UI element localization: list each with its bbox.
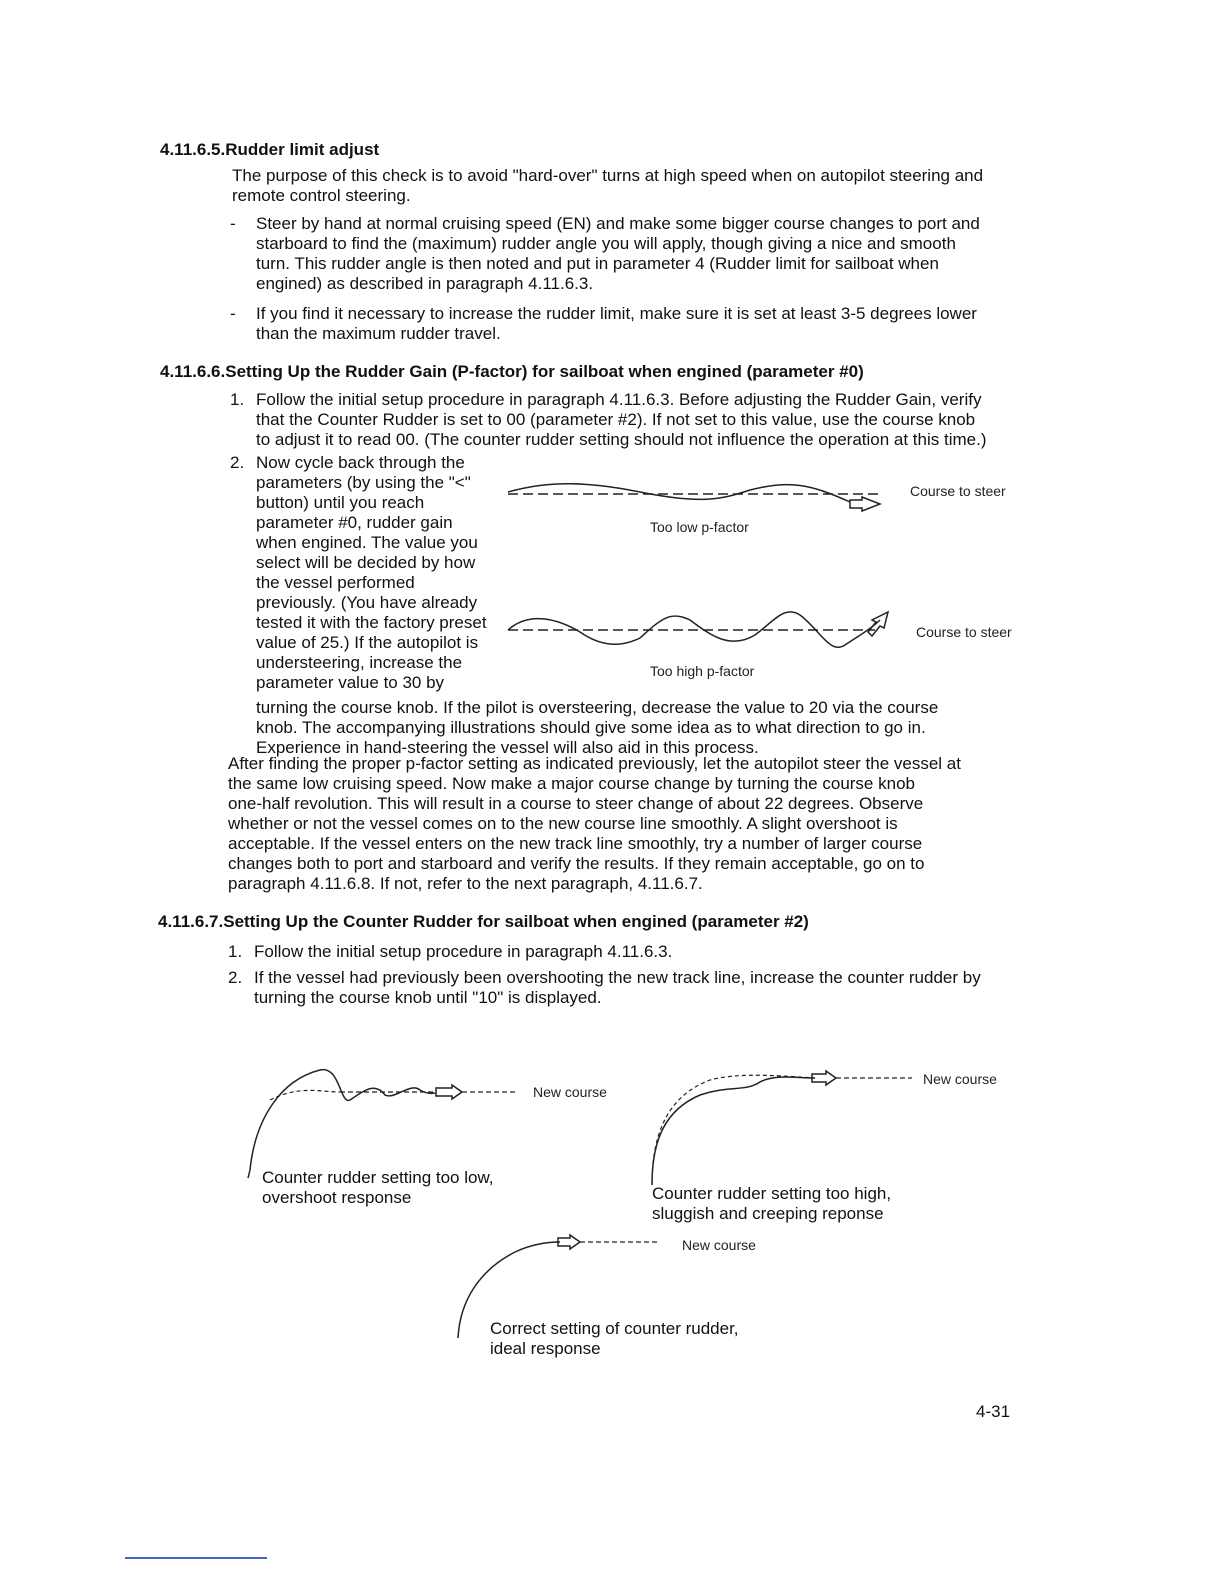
text-line: paragraph 4.11.6.8. If not, refer to the next paragraph, 4.11.6.7. (228, 874, 703, 893)
vessel-arrow-icon (436, 1085, 462, 1099)
text-line: when engined. The value you (256, 533, 478, 552)
section-heading-rudder-limit: 4.11.6.5.Rudder limit adjust (160, 140, 380, 159)
text-line: remote control steering. (232, 186, 411, 205)
counter-rudder-too-high-figure (652, 1071, 997, 1223)
text-line: select will be decided by how (256, 553, 476, 572)
bullet-dash: - (230, 304, 236, 323)
course-to-steer-label: Course to steer (916, 624, 1012, 640)
vessel-arrow-icon (558, 1235, 580, 1249)
text-line: value of 25.) If the autopilot is (256, 633, 479, 652)
text-line: turning the course knob. If the pilot is oversteering, decrease the value to 20 via the course (256, 698, 939, 717)
text-line: that the Counter Rudder is set to 00 (parameter #2). If not set to this value, use the course knob (256, 410, 976, 429)
text-line: After finding the proper p-factor setting as indicated previously, let the autopilot steer the vessel at (228, 754, 961, 773)
text-line: understeering, increase the (256, 653, 463, 672)
too-high-caption-line2: sluggish and creeping reponse (652, 1204, 884, 1223)
text-line: engined) as described in paragraph 4.11.6.3. (256, 274, 594, 293)
vessel-track (250, 1070, 435, 1170)
text-line: the vessel performed (256, 573, 415, 592)
text-line: Experience in hand-steering the vessel will also aid in this process. (256, 738, 759, 757)
new-course-label: New course (923, 1071, 997, 1087)
text-line: turning the course knob until "10" is displayed. (254, 988, 602, 1007)
text-line: parameter value to 30 by (256, 673, 445, 692)
course-line (652, 1075, 815, 1185)
text-line: whether or not the vessel comes on to the new course line smoothly. A slight overshoot is (228, 814, 898, 833)
course-to-steer-label: Course to steer (910, 483, 1006, 499)
too-high-caption-line1: Counter rudder setting too high, (652, 1184, 892, 1203)
text-line: Now cycle back through the (256, 453, 465, 472)
text-line: one-half revolution. This will result in a course to steer change of about 22 degrees. Observe (228, 794, 924, 813)
vessel-arrow-icon (868, 612, 888, 636)
too-high-caption: Too high p-factor (650, 663, 755, 679)
vessel-track (652, 1077, 815, 1185)
narrow-column-text (256, 453, 496, 693)
text-line: parameter #0, rudder gain (256, 513, 453, 532)
counter-rudder-illustration (240, 1060, 1020, 1380)
new-course-label: New course (533, 1084, 607, 1100)
too-low-caption: Too low p-factor (650, 519, 749, 535)
counter-rudder-correct-figure (458, 1235, 756, 1358)
text-line: the same low cruising speed. Now make a major course change by turning the course knob (228, 774, 915, 793)
section-heading-counter-rudder: 4.11.6.7.Setting Up the Counter Rudder for sailboat when engined (parameter #2) (158, 912, 809, 931)
rudder-limit-intro (232, 166, 1032, 206)
bullet-dash: - (230, 214, 236, 233)
item-number: 2. (228, 968, 243, 987)
track-tail (248, 1170, 250, 1178)
text-line: Follow the initial setup procedure in paragraph 4.11.6.3. (254, 942, 673, 961)
text-line: If you find it necessary to increase the rudder limit, make sure it is set at least 3-5 degrees lower (256, 304, 977, 323)
vessel-track (508, 484, 850, 502)
text-line: starboard to find the (maximum) rudder angle you will apply, though giving a nice and smooth (256, 234, 956, 253)
text-line: Steer by hand at normal cruising speed (EN) and make some bigger course changes to port and (256, 214, 980, 233)
text-line: acceptable. If the vessel enters on the new track line smoothly, try a number of larger course (228, 834, 923, 853)
p-factor-paragraph (228, 754, 1018, 894)
page-number: 4-31 (976, 1402, 1011, 1421)
text-line: parameters (by using the "<" (256, 473, 471, 492)
new-course-label: New course (682, 1237, 756, 1253)
too-low-caption-line1: Counter rudder setting too low, (262, 1168, 494, 1187)
vessel-arrow-icon (812, 1071, 836, 1085)
item-number: 2. (230, 453, 245, 472)
text-line: Follow the initial setup procedure in paragraph 4.11.6.3. Before adjusting the Rudder Gain, verify (256, 390, 982, 409)
text-line: previously. (You have already (256, 593, 478, 612)
item-number: 1. (228, 942, 243, 961)
text-line: changes both to port and starboard and verify the results. If they remain acceptable, go on to (228, 854, 925, 873)
too-low-caption-line2: overshoot response (262, 1188, 412, 1207)
text-line: If the vessel had previously been overshooting the new track line, increase the counter rudder by (254, 968, 981, 987)
p-factor-illustration (500, 470, 1030, 690)
text-line: tested it with the factory preset (256, 613, 487, 632)
text-line: to adjust it to read 00. (The counter rudder setting should not influence the operation at this time.) (256, 430, 987, 449)
counter-rudder-too-low-figure (248, 1070, 607, 1207)
correct-caption-line2: ideal response (490, 1339, 601, 1358)
item-number: 1. (230, 390, 245, 409)
section-heading-rudder-gain: 4.11.6.6.Setting Up the Rudder Gain (P-factor) for sailboat when engined (parameter #0) (160, 362, 864, 381)
text-line: The purpose of this check is to avoid "hard-over" turns at high speed when on autopilot steering and (232, 166, 984, 185)
text-line: button) until you reach (256, 493, 425, 512)
text-line: turn. This rudder angle is then noted and put in parameter 4 (Rudder limit for sailboat when (256, 254, 939, 273)
bottom-rule (125, 1557, 267, 1559)
too-low-p-factor-figure (508, 483, 1006, 535)
course-line (270, 1090, 340, 1100)
text-line: than the maximum rudder travel. (256, 324, 501, 343)
text-line: knob. The accompanying illustrations should give some idea as to what direction to go in. (256, 718, 926, 737)
correct-caption-line1: Correct setting of counter rudder, (490, 1319, 739, 1338)
too-high-p-factor-figure (508, 612, 1012, 679)
vessel-arrow-icon (850, 497, 880, 511)
